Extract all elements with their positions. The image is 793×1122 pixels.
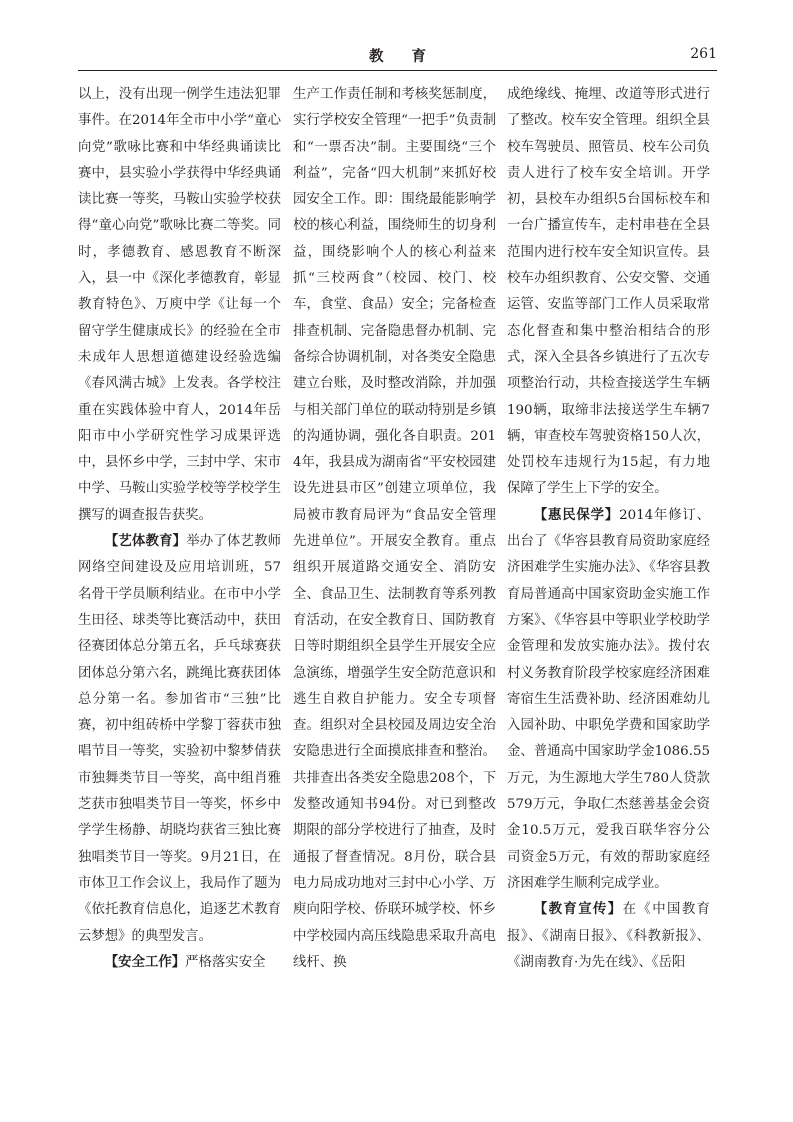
header-rule bbox=[78, 70, 717, 71]
paragraph-text: 举办了体艺教师网络空间建设及应用培训班，57名骨干学员顺利结业。在市中小学生田径、球类等比赛活动中，获田径赛团体总分第五名，乒乓球赛获团体总分第六名，跳绳比赛获团体总分第一名。参加省市“三独”比赛，初中组砖桥中学黎丁蓉获市独唱节目一等奖，实验初中黎梦倩获市独舞类节目一等奖，高中组肖雅芝获市独唱类节目一等奖，怀乡中学学生杨静、胡晓均获省三独比赛独唱类节目一等奖。9月21日，在市体卫工作会议上，我局作了题为《依托教育信息化，追逐艺术教育云梦想》的典型发言。 bbox=[78, 534, 281, 944]
paragraph-text: 生产工作责任制和考核奖惩制度，实行学校安全管理“一把手”负责制和“一票否决”制。主要围绕“三个利益”，完备“四大机制”来抓好校园安全工作。即：围绕最能影响学校的核心利益，围绕师生的切身利益，围绕影响个人的核心利益来抓“三校两食”（校园、校门、校车，食堂、食品）安全；完备检查排查机制、完备隐患督办机制、完备综合协调机制，对各类安全隐患建立台账，及时整改消除，并加强与相关部门单位的联动特别是乡镇的沟通协调，强化各自职责。2014年，我县成为湖南省“平安校园建设先进县市区”创建立项单位，我局被市教育局评为“食品安全管理先进单位”。开展安全教育。重点组织开展道路交通安全、消防安全、食品卫生、法制教育等系列教育活动，在安全教育日、国防教育日等时期组织全县学生开展安全应急演练，增强学生安全防范意识和逃生自救自护能力。安全专项督查。组织对全县校园及周边安全治安隐患进行全面摸底排查和整治。共排查出各类安全隐患208个，下发整改通知书94份。对已到整改期限的部分学校进行了抽查，及时通报了督查情况。8月份，联合县电力局成功地对三封中心小学、万庾向阳学校、侨联环城学校、怀乡中学校园内高压线隐患采取升高电线杆、换 bbox=[293, 87, 496, 970]
section-tag: 【教育宣传】 bbox=[533, 902, 623, 918]
paragraph bbox=[78, 529, 281, 950]
text-column-middle bbox=[293, 82, 496, 976]
section-tag: 【惠民保学】 bbox=[533, 507, 620, 523]
paragraph-text: 成绝缘线、掩埋、改道等形式进行了整改。校车安全管理。组织全县校车驾驶员、照管员、校车公司负责人进行了校车安全培训。开学初，县校车办组织5台国标校车和一台广播宣传车，走村串巷在全县范围内进行校车安全知识宣传。县校车办组织教育、公安交警、交通运管、安监等部门工作人员采取常态化督查和集中整治相结合的形式，深入全县各乡镇进行了五次专项整治行动，共检查接送学生车辆190辆，取缔非法接送学生车辆7辆，审查校车驾驶资格150人次，处罚校车违规行为15起，有力地保障了学生上下学的安全。 bbox=[507, 87, 710, 497]
text-column-left bbox=[78, 82, 281, 976]
paragraph-text: 严格落实安全 bbox=[185, 954, 266, 970]
paragraph-text: 以上，没有出现一例学生违法犯罪事件。在2014年全市中小学“童心向党”歌咏比赛和中华经典诵读比赛中，县实验小学获得中华经典诵读比赛一等奖，马鞍山实验学校获得“童心向党”歌咏比赛二等奖。同时，孝德教育、感恩教育不断深入，县一中《深化孝德教育，彰显教育特色》、万庾中学《让每一个留守学生健康成长》的经验在全市未成年人思想道德建设经验选编《春风满古城》上发表。各学校注重在实践体验中育人，2014年岳阳市中小学研究性学习成果评选中，县怀乡中学，三封中学、宋市中学、马鞍山实验学校等学校学生撰写的调查报告获奖。 bbox=[78, 87, 281, 523]
page-number: 261 bbox=[690, 46, 717, 62]
paragraph bbox=[507, 897, 710, 976]
paragraph bbox=[78, 82, 281, 529]
paragraph-text: 在《中国教育报》、《湖南日报》、《科教新报》、《湖南教育·为先在线》、《岳阳 bbox=[507, 902, 711, 970]
section-title: 教育 bbox=[369, 49, 454, 65]
paragraph-text: 2014年修订、出台了《华容县教育局资助家庭经济困难学生实施办法》、《华容县教育局普通高中国家资助金实施工作方案》、《华容县中等职业学校助学金管理和发放实施办法》。拨付农村义务教育阶段学校家庭经济困难寄宿生生活费补助、经济困难幼儿入园补助、中职免学费和国家助学金、普通高中国家助学金1086.55万元，为生源地大学生780人贷款579万元，争取仁杰慈善基金会资金10.5万元，爱我百联华容分公司资金5万元，有效的帮助家庭经济困难学生顺利完成学业。 bbox=[507, 507, 711, 891]
section-tag: 【艺体教育】 bbox=[104, 534, 187, 550]
paragraph bbox=[78, 950, 281, 976]
paragraph bbox=[507, 82, 710, 503]
text-column-right bbox=[507, 82, 710, 976]
section-tag: 【安全工作】 bbox=[104, 954, 186, 970]
paragraph bbox=[293, 82, 496, 976]
paragraph bbox=[507, 503, 710, 897]
running-header bbox=[78, 44, 717, 72]
